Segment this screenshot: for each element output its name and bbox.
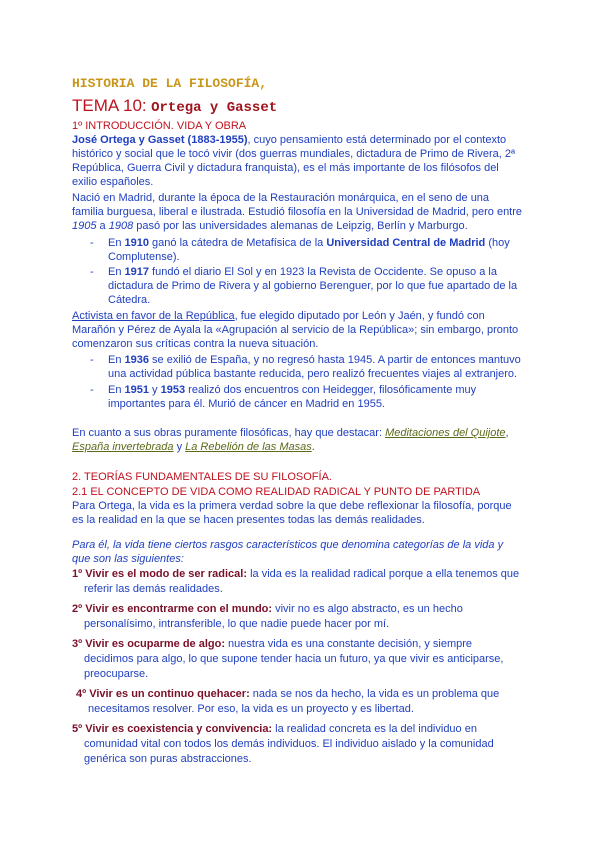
category-title: 3º Vivir es ocuparme de algo: bbox=[72, 638, 225, 650]
work-link-meditaciones[interactable]: Meditaciones del Quijote bbox=[385, 427, 506, 439]
bullet-marker: - bbox=[90, 266, 94, 278]
bullet-1951: En 1951 y 1953 realizó dos encuentros con Heidegger, filosóficamente muy importantes para él. Murió de cáncer en Madrid en 1955. bbox=[108, 384, 477, 410]
course-title: HISTORIA DE LA FILOSOFÍA, bbox=[72, 76, 268, 91]
bullet-1917: En 1917 fundó el diario El Sol y en 1923 la Revista de Occidente. Se opuso a la dictadura de Primo de Rivera y al gobierno Berenguer, por lo que fue apartado de la Cátedra. bbox=[108, 266, 518, 306]
category-title: 1º Vivir es el modo de ser radical: bbox=[72, 568, 248, 580]
paragraph-republic: Activista en favor de la República, fue elegido diputado por León y Jaén, y fundó con Marañón y Pérez de Ayala la «Agrupación al servicio de la República»; sin embargo, pronto comenzaron sus críticas contra la nueva situación. bbox=[72, 310, 519, 350]
work-link-rebelion[interactable]: La Rebelión de las Masas bbox=[185, 441, 312, 453]
category-item: 1º Vivir es el modo de ser radical: la vida es la realidad radical porque a ella tenemos que referir las demás realidades. bbox=[72, 568, 520, 595]
author-name: José Ortega y Gasset (1883-1955) bbox=[72, 134, 248, 146]
bullet-marker: - bbox=[90, 384, 94, 396]
tema-label: TEMA 10 bbox=[72, 96, 142, 115]
section2-heading: 2. TEORÍAS FUNDAMENTALES DE SU FILOSOFÍA. bbox=[72, 471, 332, 483]
paragraph-vida: Para Ortega, la vida es la primera verdad sobre la que debe reflexionar la filosofía, porque es la realidad en la que se hacen presentes todas las demás realidades. bbox=[72, 500, 512, 526]
category-item: 3º Vivir es ocuparme de algo: nuestra vida es una constante decisión, y siempre decidimos para algo, lo que supone tender hacia un futuro, ya que vivir es anticiparse, preocuparse. bbox=[72, 638, 504, 680]
work-link-espana[interactable]: España invertebrada bbox=[72, 441, 174, 453]
bullet-1910: En 1910 ganó la cátedra de Metafísica de la Universidad Central de Madrid (hoy Complutense). bbox=[108, 237, 510, 263]
tema-title: Ortega y Gasset bbox=[151, 100, 278, 116]
bullet-marker: - bbox=[90, 354, 94, 366]
tema-sep: : bbox=[141, 96, 147, 115]
tema-heading bbox=[72, 96, 534, 118]
category-item: 4º Vivir es un continuo quehacer: nada se nos da hecho, la vida es un problema que necesitamos resolver. Por eso, la vida es un proyecto y es libertad. bbox=[76, 688, 500, 715]
category-title: 2º Vivir es encontrarme con el mundo: bbox=[72, 603, 273, 615]
category-item: 2º Vivir es encontrarme con el mundo: vivir no es algo abstracto, es un hecho personalísimo, intransferible, lo que nadie puede hacer por mí. bbox=[72, 603, 463, 630]
category-title: 5º Vivir es coexistencia y convivencia: bbox=[72, 723, 273, 735]
paragraph-works: En cuanto a sus obras puramente filosóficas, hay que destacar: Meditaciones del Quijote, España invertebrada y La Rebelión de las Masas. bbox=[72, 427, 509, 453]
category-item: 5º Vivir es coexistencia y convivencia: la realidad concreta es la del individuo en comunidad vital con todos los demás individuos. El individuo aislado y la comunidad genérica son puras abstracciones. bbox=[72, 723, 494, 765]
section1-heading: 1º INTRODUCCIÓN. VIDA Y OBRA bbox=[72, 120, 247, 132]
bullet-marker: - bbox=[90, 237, 94, 249]
category-title: 4º Vivir es un continuo quehacer: bbox=[76, 688, 250, 700]
categories-intro: Para él, la vida tiene ciertos rasgos característicos que denomina categorías de la vida y que son las siguientes: bbox=[72, 539, 504, 565]
paragraph-intro: José Ortega y Gasset (1883-1955), cuyo pensamiento está determinado por el contexto histórico y social que le tocó vivir (dos guerras mundiales, dictadura de Primo de Rivera, 2ª República, Guerra Civil y dictadura franquista), es el más importante de los filósofos del exilio españoles. bbox=[72, 134, 516, 188]
paragraph-birth: Nació en Madrid, durante la época de la Restauración monárquica, en el seno de una familia burguesa, liberal e ilustrada. Estudió filosofía en la Universidad de Madrid, pero entre 1905 a 1908 pasó por las universidades alemanas de Leipzig, Berlín y Marburgo. bbox=[72, 192, 523, 232]
bullet-1936: En 1936 se exilió de España, y no regresó hasta 1945. A partir de entonces mantuvo una actividad pública bastante reducida, pero realizó frecuentes viajes al extranjero. bbox=[108, 354, 521, 380]
section2-subheading: 2.1 EL CONCEPTO DE VIDA COMO REALIDAD RADICAL Y PUNTO DE PARTIDA bbox=[72, 486, 481, 498]
republic-link[interactable]: Activista en favor de la República bbox=[72, 310, 235, 322]
